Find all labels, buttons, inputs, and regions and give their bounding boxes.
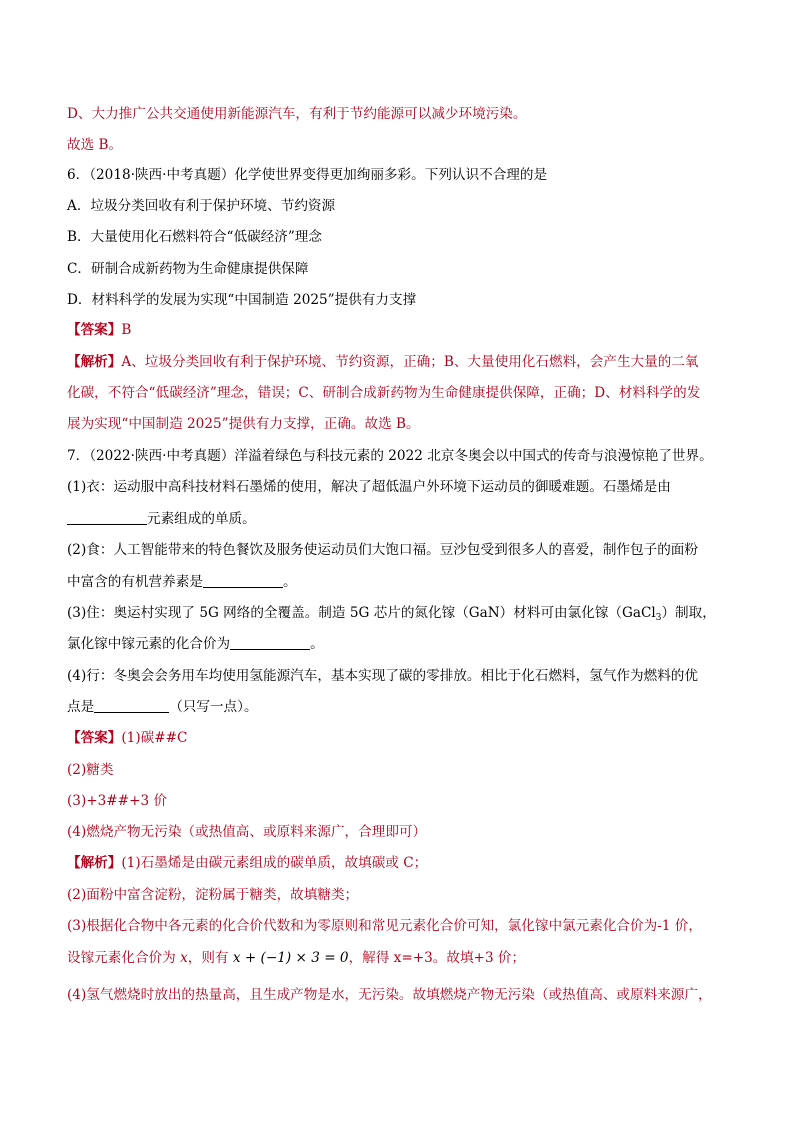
answer-blank	[67, 510, 147, 525]
question-7-analysis-line-2: (2)面粉中富含淀粉，淀粉属于糖类，故填糖类；	[67, 887, 359, 903]
analysis-text: 设镓元素化合价为	[67, 950, 181, 966]
question-7-part-1-line-2	[67, 509, 754, 529]
question-7-answer-line-3: (3)+3##+3 价	[67, 793, 168, 809]
part-4-end: （只写一点）。	[169, 699, 258, 715]
analysis-tag: 【解析】	[67, 354, 122, 370]
question-6-stem: 6．（2018·陕西·中考真题）化学使世界变得更加绚丽多彩。下列认识不合理的是	[67, 167, 548, 183]
question-6-analysis-line-2: 化碳，不符合“低碳经济”理念，错误；C、研制合成新药物为生命健康提供保障，正确；D、材料科学的发	[67, 385, 701, 401]
answer-blank	[203, 573, 283, 588]
question-7-analysis-line-3: (3)根据化合物中各元素的化合价代数和为零原则和常见元素化合价可知，氯化镓中氯元素化合价为-1 价，	[67, 918, 702, 934]
subscript: 3	[655, 613, 662, 623]
question-6-option-b: B．大量使用化石燃料符合“低碳经济”理念	[67, 229, 322, 245]
part-3-text-2: 氯化镓中镓元素的化合价为	[67, 636, 231, 652]
question-7-part-2-line-2	[67, 572, 754, 592]
question-6-answer	[67, 320, 754, 340]
question-6-option-c: C．研制合成新药物为生命健康提供保障	[67, 261, 309, 277]
question-7-part-3-line-1	[67, 603, 754, 628]
answer-blank	[230, 635, 310, 650]
question-7-stem: 7．（2022·陕西·中考真题）洋溢着绿色与科技元素的 2022 北京冬奥会以中国式的传奇与浪漫惊艳了世界。	[67, 448, 713, 464]
analysis-text: (1)石墨烯是由碳元素组成的碳单质，故填碳或 C；	[121, 855, 428, 871]
question-7-analysis-line-1	[67, 853, 754, 873]
option-d-explanation: D、大力推广公共交通使用新能源汽车，有利于节约能源可以减少环境污染。	[67, 106, 527, 122]
analysis-text: A、垃圾分类回收有利于保护环境、节约资源，正确；B、大量使用化石燃料，会产生大量的二氧	[121, 354, 699, 370]
answer-tag: 【答案】	[67, 730, 122, 746]
question-7-part-4-line-2	[67, 697, 754, 717]
question-6-analysis-line-1	[67, 352, 754, 372]
answer-tag: 【答案】	[67, 322, 122, 338]
choose-b-line: 故选 B。	[67, 137, 123, 153]
answer-blank	[94, 698, 169, 713]
part-1-text: 元素组成的单质。	[147, 511, 256, 527]
analysis-text-2: ，则有	[187, 950, 233, 966]
question-6-option-d: D．材料科学的发展为实现“中国制造 2025”提供有力支撑	[67, 292, 417, 308]
analysis-tag: 【解析】	[67, 855, 122, 871]
part-2-end: 。	[282, 574, 297, 590]
answer-value: (1)碳##C	[121, 730, 188, 746]
question-7-part-1-line-1: (1)衣：运动服中高科技材料石墨烯的使用，解决了超低温户外环境下运动员的御暖难题。石墨烯是由	[67, 479, 671, 495]
question-6-option-a: A．垃圾分类回收有利于保护环境、节约资源	[67, 198, 336, 214]
analysis-text-3: ，解得 x=+3。故填+3 价；	[348, 950, 526, 966]
question-7-part-2-line-1: (2)食：人工智能带来的特色餐饮及服务使运动员们大饱口福。豆沙包受到很多人的喜爱，制作包子的面粉	[67, 542, 698, 558]
question-6-analysis-line-3: 展为实现“中国制造 2025”提供有力支撑，正确。故选 B。	[67, 416, 420, 432]
part-3-text: (3)住：奥运村实现了 5G 网络的全覆盖。制造 5G 芯片的氮化镓（GaN）材料可由氯化镓（GaCl	[67, 605, 656, 621]
part-2-text: 中富含的有机营养素是	[67, 574, 203, 590]
question-7-analysis-line-4	[67, 948, 754, 968]
variable-x: x	[180, 950, 188, 966]
question-7-answer-line-1	[67, 728, 754, 748]
question-7-analysis-line-5: (4)氢气燃烧时放出的热量高，且生成产物是水，无污染。故填燃烧产物无污染（或热值高、或原料来源广，	[67, 987, 712, 1003]
part-3-end-2: 。	[310, 636, 324, 652]
part-3-end: ）制取，	[661, 605, 716, 621]
question-7-answer-line-4: (4)燃烧产物无污染（或热值高、或原料来源广，合理即可）	[67, 824, 427, 840]
question-7-answer-line-2: (2)糖类	[67, 762, 114, 778]
answer-value: B	[121, 322, 132, 338]
question-7-part-4-line-1: (4)行：冬奥会会务用车均使用氢能源汽车，基本实现了碳的零排放。相比于化石燃料，氢气作为燃料的优	[67, 668, 698, 684]
equation: x + (−1) × 3 = 0	[232, 950, 349, 966]
part-4-text: 点是	[67, 699, 95, 715]
question-7-part-3-line-2	[67, 634, 754, 654]
